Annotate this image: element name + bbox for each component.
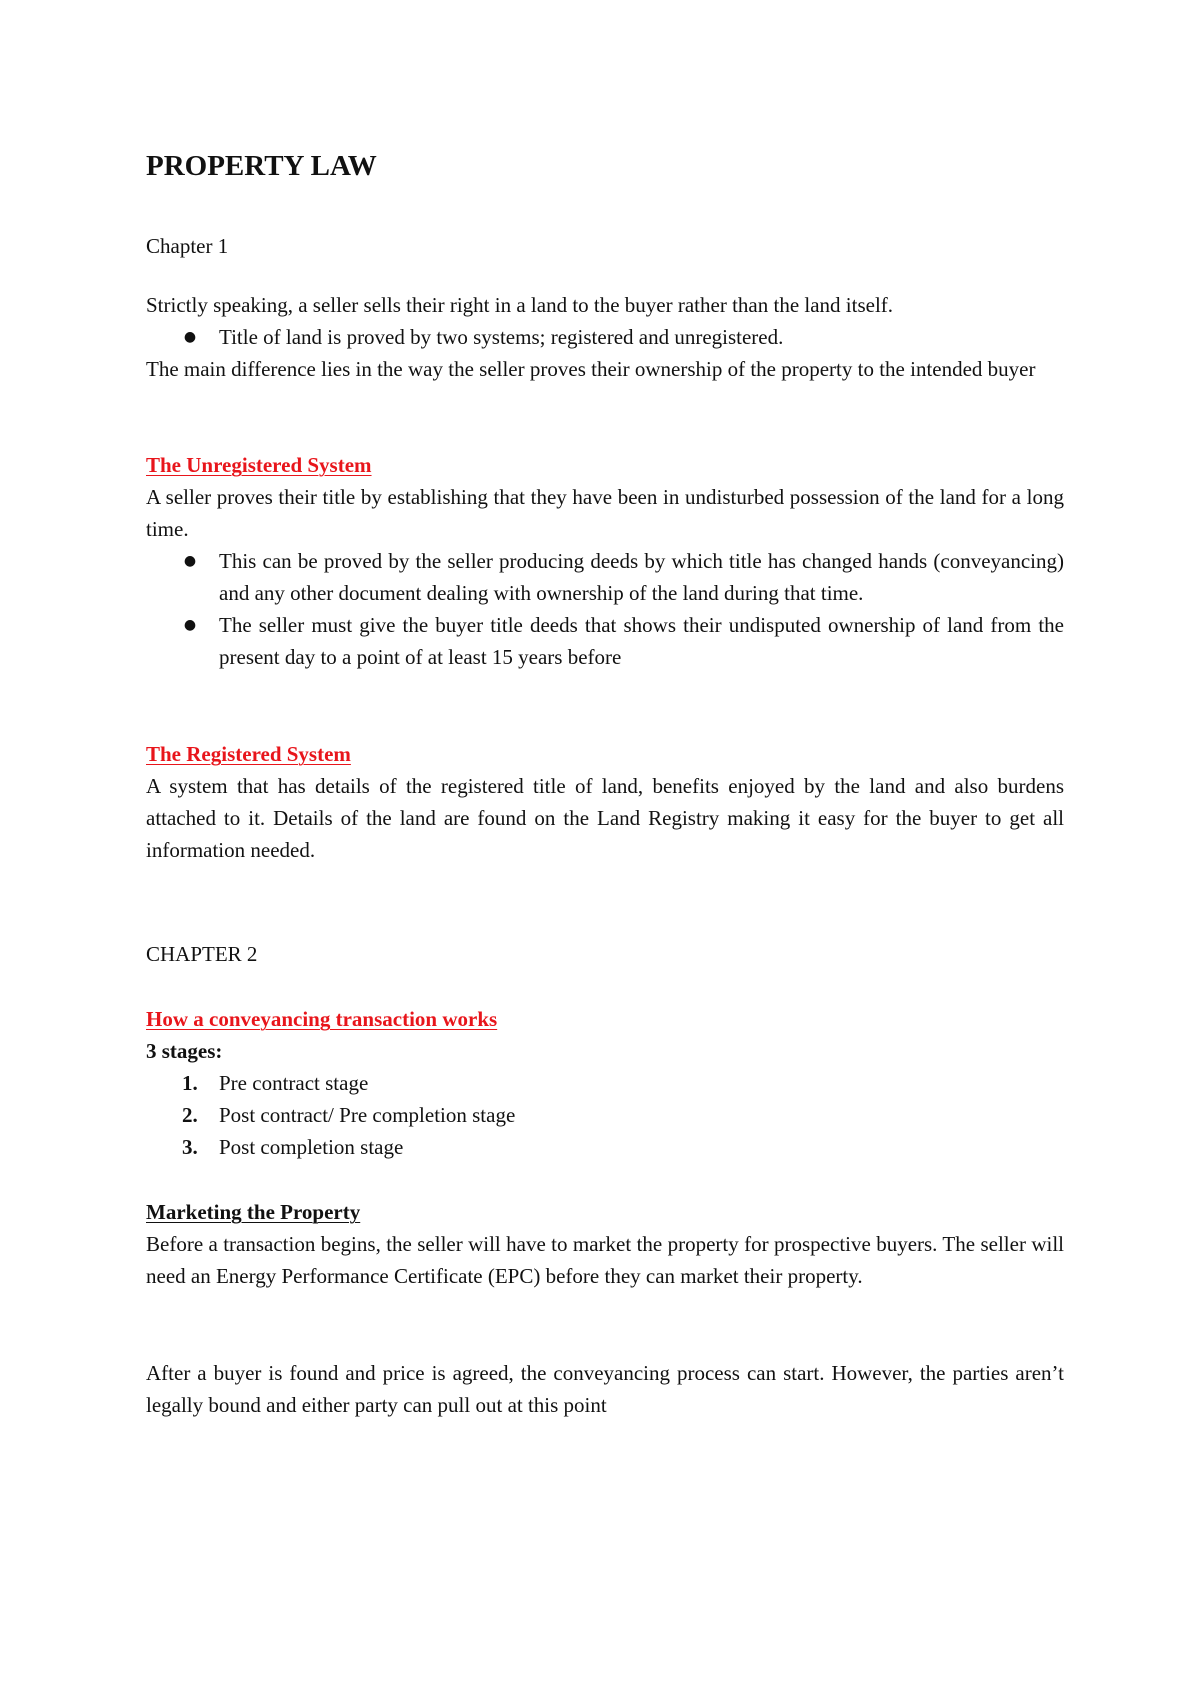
chapter-2-label: CHAPTER 2	[146, 942, 258, 966]
list-item-text: Title of land is proved by two systems; registered and unregistered.	[219, 325, 784, 349]
list-number: 3.	[182, 1135, 198, 1159]
registered-body: A system that has details of the registered title of land, benefits enjoyed by the land and also burdens attached to it. Details of the land are found on the Land Registry making it easy for the buyer to get all information needed.	[146, 774, 1064, 862]
list-item	[146, 545, 1064, 609]
marketing-paragraph-2: After a buyer is found and price is agreed, the conveyancing process can start. However, the parties aren’t legally bound and either party can pull out at this point	[146, 1361, 1064, 1417]
section-heading-unregistered	[146, 449, 1064, 481]
marketing-paragraph-1: Before a transaction begins, the seller will have to market the property for prospective buyers. The seller will need an Energy Performance Certificate (EPC) before they can market their property.	[146, 1232, 1064, 1288]
list-item	[146, 609, 1064, 673]
list-item	[146, 321, 1064, 353]
section-heading-marketing	[146, 1196, 1064, 1228]
chapter-1-intro: Strictly speaking, a seller sells their right in a land to the buyer rather than the land itself.	[146, 293, 894, 317]
section-heading-text: Marketing the Property	[146, 1200, 361, 1224]
list-item-text: Post contract/ Pre completion stage	[219, 1103, 516, 1127]
section-heading-text: How a conveyancing transaction works	[146, 1007, 498, 1031]
chapter-1-label: Chapter 1	[146, 234, 229, 258]
section-heading-text: The Unregistered System	[146, 453, 372, 477]
list-number: 1.	[182, 1071, 198, 1095]
unregistered-body: A seller proves their title by establishing that they have been in undisturbed possession of the land for a long time.	[146, 485, 1064, 541]
stages-list	[146, 1067, 1064, 1163]
list-item	[146, 1099, 1064, 1131]
bullet-icon: ●	[183, 553, 197, 569]
list-item-text: This can be proved by the seller producing deeds by which title has changed hands (conveyancing) and any other document dealing with ownership of the land during that time.	[219, 549, 1064, 605]
list-item-text: The seller must give the buyer title deeds that shows their undisputed ownership of land from the present day to a point of at least 15 years before	[219, 613, 1064, 669]
list-item	[146, 1067, 1064, 1099]
list-number: 2.	[182, 1103, 198, 1127]
list-item	[146, 1131, 1064, 1163]
bullet-icon: ●	[183, 617, 197, 633]
list-item-text: Pre contract stage	[219, 1071, 369, 1095]
list-item-text: Post completion stage	[219, 1135, 404, 1159]
unregistered-bullet-list	[146, 545, 1064, 673]
section-heading-conveyancing	[146, 1003, 1064, 1035]
stages-label: 3 stages:	[146, 1039, 223, 1063]
chapter-1-bullet-list	[146, 321, 1064, 353]
chapter-1-difference: The main difference lies in the way the seller proves their ownership of the property to the intended buyer	[146, 357, 1036, 381]
section-heading-text: The Registered System	[146, 742, 351, 766]
section-heading-registered	[146, 738, 1064, 770]
document-title: PROPERTY LAW	[146, 150, 377, 182]
bullet-icon: ●	[183, 329, 197, 345]
